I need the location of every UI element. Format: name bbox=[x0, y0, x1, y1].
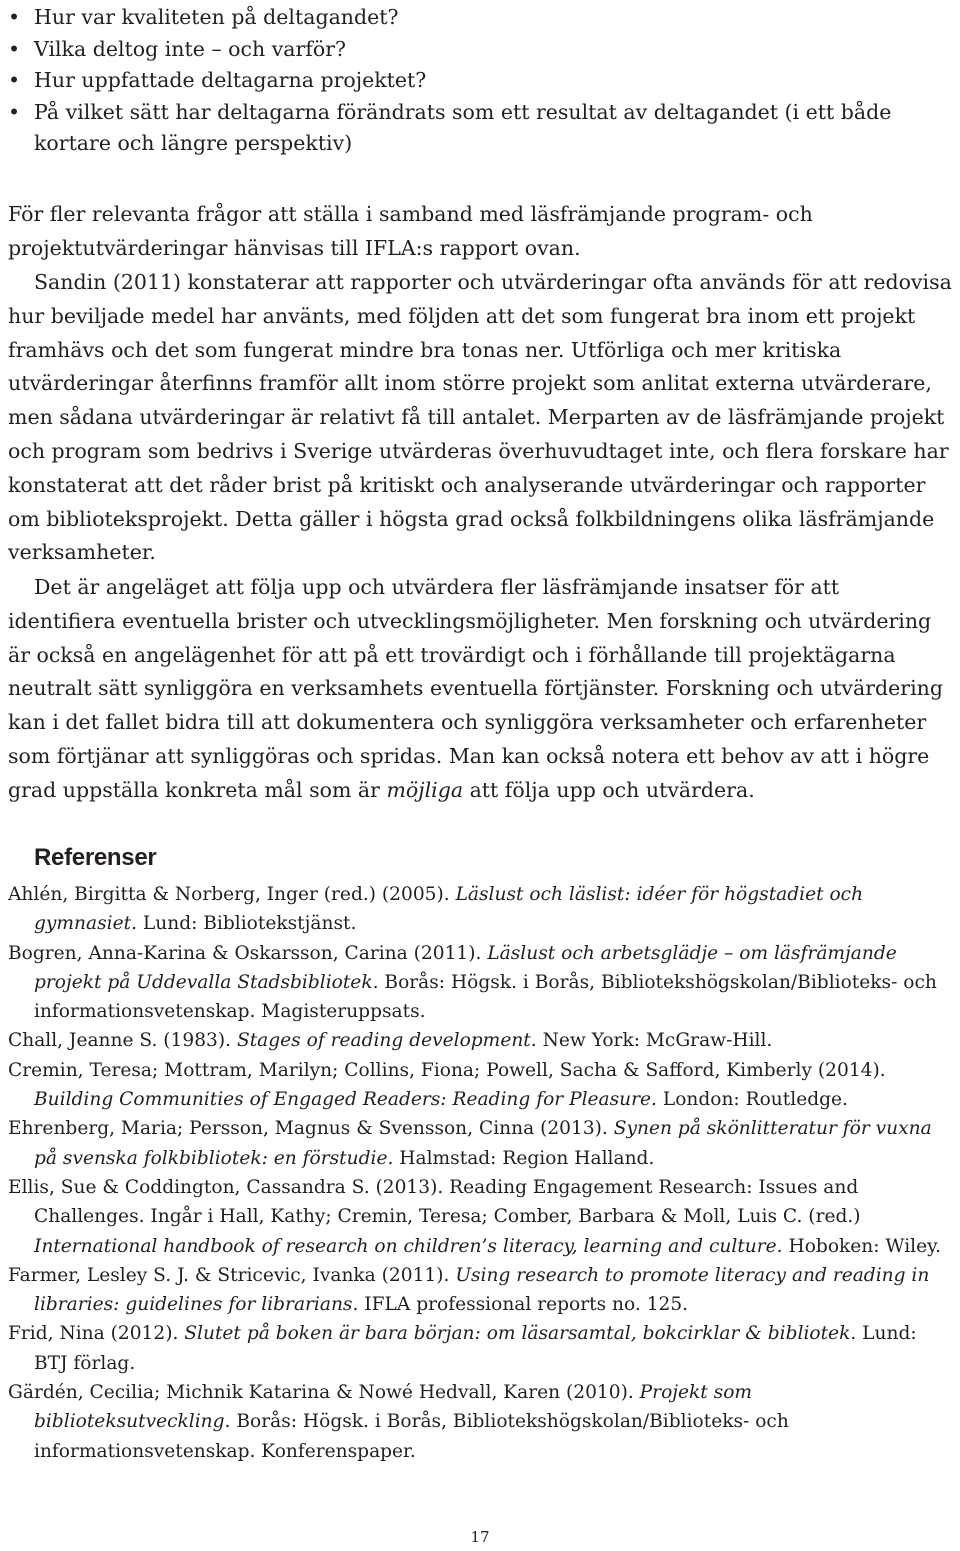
page-number: 17 bbox=[470, 1528, 490, 1546]
reference-authors: Bogren, Anna-Karina & Oskarsson, Carina (2011). bbox=[8, 942, 488, 964]
reference-authors: Chall, Jeanne S. (1983). bbox=[8, 1030, 237, 1052]
reference-publisher: Lund: Bibliotekstjänst. bbox=[136, 913, 357, 935]
bullet-item bbox=[8, 65, 948, 97]
reference-entry bbox=[8, 880, 952, 939]
paragraph-text-part: Det är angeläget att följa upp och utvärdera fler läsfrämjande insatser för att identifiera eventuella brister och utvecklingsmöjligheter. Men forskning och utvärdering är också en angelägenhet för att på ett trovärdigt och i förhållande till projektägarna neutralt sätt synliggöra en verksamhets eventuella förtjänster. Forskning och utvärdering kan i det fallet bidra till att dokumentera och synliggöra verksamheter och erfarenheter som förtjänar att synliggöras och spridas. Man kan också notera ett behov av att i högre grad uppställa konkreta mål som är bbox=[8, 575, 943, 802]
question-bullet-list bbox=[8, 2, 948, 160]
reference-authors: Ehrenberg, Maria; Persson, Magnus & Svensson, Cinna (2013). bbox=[8, 1118, 614, 1140]
reference-authors: Frid, Nina (2012). bbox=[8, 1323, 185, 1345]
reference-title: Slutet på boken är bara början: om läsarsamtal, bokcirklar & bibliotek. bbox=[184, 1323, 857, 1345]
reference-publisher: IFLA professional reports no. 125. bbox=[358, 1294, 689, 1316]
reference-entry bbox=[8, 939, 952, 1027]
reference-publisher: Borås: Högsk. i Borås, Bibliotekshögskolan/Biblioteks- och informationsvetenskap. Magisteruppsats. bbox=[34, 971, 937, 1023]
bullet-symbol: • bbox=[8, 5, 21, 29]
reference-entry bbox=[8, 1261, 952, 1320]
bullet-text: Hur uppfattade deltagarna projektet? bbox=[34, 68, 427, 92]
reference-publisher: New York: McGraw-Hill. bbox=[536, 1030, 773, 1052]
bullet-text: Hur var kvaliteten på deltagandet? bbox=[34, 5, 399, 29]
reference-authors: Farmer, Lesley S. J. & Stricevic, Ivanka (2011). bbox=[8, 1264, 456, 1286]
paragraph-sandin: Sandin (2011) konstaterar att rapporter och utvärderingar ofta används för att redovisa hur beviljade medel har använts, med följden att det som fungerat bra inom ett projekt framhävs och det som fungerat mindre bra tonas ner. Utförliga och mer kritiska utvärderingar återfinns framför allt inom större projekt som anlitat externa utvärderare, men sådana utvärderingar är relativt få till antalet. Merparten av de läsfrämjande projekt och program som bedrivs i Sverige utvärderas överhuvudtaget inte, och flera forskare har konstaterat att det råder brist på kritiskt och analyserande utvärderingar och rapporter om biblioteksprojekt. Detta gäller i högsta grad också folkbildningens olika läsfrämjande verksamheter. bbox=[8, 270, 952, 565]
reference-authors: Cremin, Teresa; Mottram, Marilyn; Collins, Fiona; Powell, Sacha & Safford, Kimberly (2014). bbox=[8, 1059, 886, 1081]
reference-authors: Gärdén, Cecilia; Michnik Katarina & Nowé Hedvall, Karen (2010). bbox=[8, 1382, 640, 1404]
reference-entry bbox=[8, 1319, 952, 1378]
reference-publisher: London: Routledge. bbox=[656, 1089, 848, 1111]
bullet-item bbox=[8, 34, 948, 66]
paragraph-text-part: att följa upp och utvärdera. bbox=[463, 777, 755, 802]
bullet-symbol: • bbox=[8, 68, 21, 92]
reference-title: International handbook of research on children’s literacy, learning and culture. bbox=[34, 1235, 783, 1257]
reference-title: Projekt som biblioteksutveckling. bbox=[34, 1382, 753, 1433]
reference-title: Building Communities of Engaged Readers: Reading for Pleasure. bbox=[34, 1089, 657, 1111]
bullet-text: Vilka deltog inte – och varför? bbox=[34, 36, 347, 61]
references-heading: Referenser bbox=[34, 844, 157, 871]
bullet-item bbox=[8, 97, 948, 160]
reference-list bbox=[8, 880, 952, 1466]
emphasized-word: möjliga bbox=[386, 777, 464, 802]
reference-title: Läslust och läslist: idéer för högstadiet och gymnasiet. bbox=[34, 884, 864, 935]
paragraph-ifla-reference: För fler relevanta frågor att ställa i samband med läsfrämjande program- och projektutvärderingar hänvisas till IFLA:s rapport ovan. bbox=[8, 202, 813, 260]
reference-entry bbox=[8, 1056, 952, 1115]
reference-publisher: Lund: BTJ förlag. bbox=[34, 1323, 917, 1374]
reference-authors: Ahlén, Birgitta & Norberg, Inger (red.) (2005). bbox=[8, 884, 456, 905]
reference-entry bbox=[8, 1173, 952, 1261]
reference-publisher: Hoboken: Wiley. bbox=[782, 1235, 942, 1257]
bullet-item bbox=[8, 2, 948, 34]
reference-authors: Ellis, Sue & Coddington, Cassandra S. (2013). Reading Engagement Research: Issues and Challenges. Ingår i Hall, Kathy; Cremin, Teresa; Comber, Barbara & Moll, Luis C. (red.) bbox=[8, 1176, 861, 1228]
reference-entry bbox=[8, 1378, 952, 1466]
reference-title: Synen på skönlitteratur för vuxna på svenska folkbibliotek: en förstudie. bbox=[34, 1118, 932, 1169]
reference-publisher: Halmstad: Region Halland. bbox=[393, 1147, 655, 1169]
bullet-symbol: • bbox=[8, 36, 21, 61]
reference-entry bbox=[8, 1026, 952, 1055]
reference-title: Läslust och arbetsglädje – om läsfrämjande projekt på Uddevalla Stadsbibliotek. bbox=[34, 942, 897, 993]
reference-title: Using research to promote literacy and reading in libraries: guidelines for librarians. bbox=[34, 1264, 930, 1316]
bullet-symbol: • bbox=[8, 99, 21, 124]
reference-title: Stages of reading development. bbox=[236, 1030, 537, 1052]
paragraph-evaluation-need bbox=[8, 571, 952, 808]
bullet-text: På vilket sätt har deltagarna förändrats som ett resultat av deltagandet (i ett både kortare och längre perspektiv) bbox=[34, 99, 892, 155]
reference-publisher: Borås: Högsk. i Borås, Bibliotekshögskolan/Biblioteks- och informationsvetenskap. Konferenspaper. bbox=[34, 1411, 789, 1462]
reference-entry bbox=[8, 1114, 952, 1173]
